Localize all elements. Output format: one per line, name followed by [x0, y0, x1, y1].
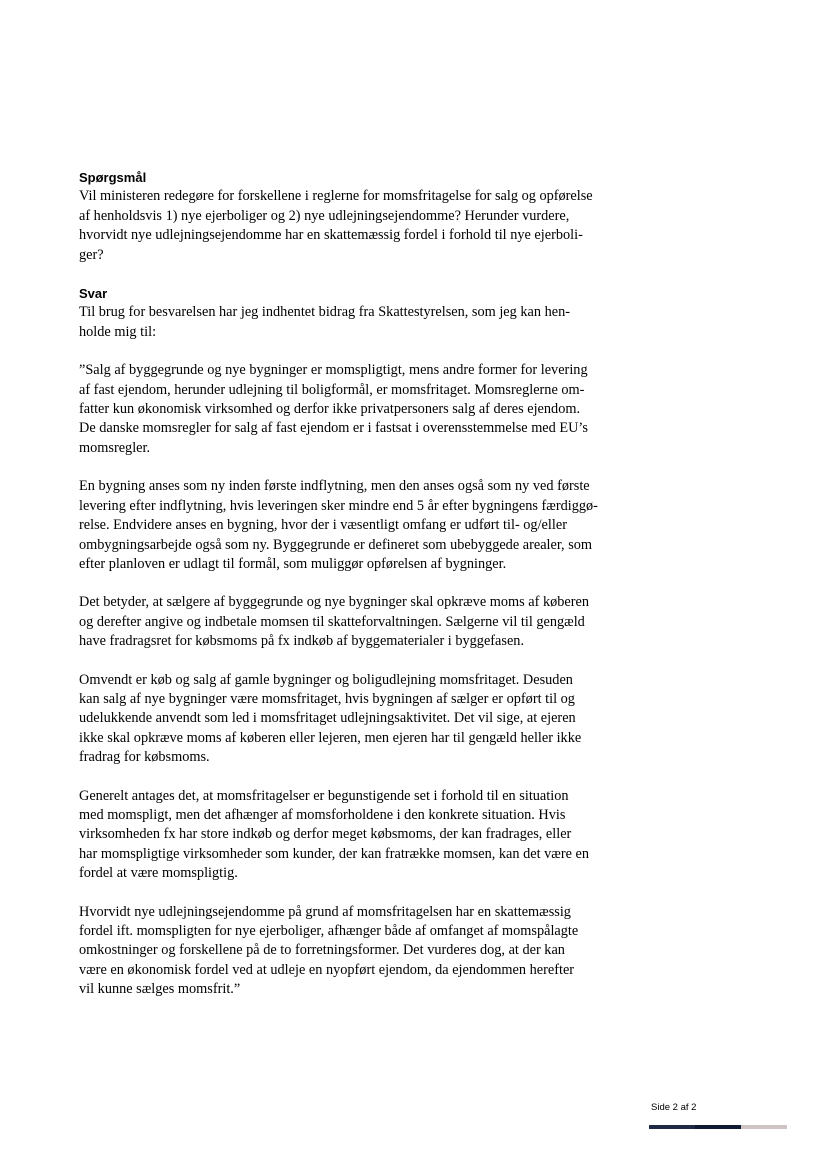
text-line: levering efter indflytning, hvis leveringen sker mindre end 5 år efter bygningens færdiggø- [79, 497, 598, 514]
text-line: momsregler. [79, 439, 151, 456]
spacer [79, 458, 624, 477]
answer-heading: Svar [79, 286, 108, 302]
question-heading: Spørgsmål [79, 170, 147, 185]
text-line: fordel at være momspligtig. [79, 865, 238, 882]
text-line: ikke skal opkræve moms af køberen eller lejeren, men ejeren har til gengæld heller ikke [79, 729, 582, 746]
text-line: har momspligtige virksomheder som kunder, der kan fratrække momsen, kan det være en [79, 845, 590, 862]
spacer [79, 265, 624, 284]
text-line: efter planloven er udlagt til formål, som muliggør opførelsen af bygninger. [79, 555, 507, 572]
text-line: af henholdsvis 1) nye ejerboliger og 2) nye udlejningsejendomme? Herunder vurdere, [79, 207, 570, 224]
answer-paragraph-3 [79, 593, 624, 651]
spacer [79, 342, 624, 361]
text-line: og derefter angive og indbetale momsen til skatteforvaltningen. Sælgerne vil til gengæld [79, 613, 585, 630]
answer-paragraph-4 [79, 671, 624, 768]
answer-paragraph-5 [79, 787, 624, 884]
text-line: relse. Endvidere anses en bygning, hvor der i væsentligt omfang er udført til- og/eller [79, 517, 567, 534]
text-line: omkostninger og forskellene på de to forretningsformer. Det vurderes dog, at der kan [79, 942, 565, 959]
text-line: holde mig til: [79, 323, 157, 340]
text-line: kan salg af nye bygninger være momsfritaget, hvis bygningen af sælger er opført til og [79, 690, 575, 707]
text-line: Det betyder, at sælgere af byggegrunde og nye bygninger skal opkræve moms af køberen [79, 594, 589, 611]
footer-bar-segment [741, 1125, 787, 1129]
text-line: ombygningsarbejde også som ny. Byggegrunde er defineret som ubebyggede arealer, som [79, 536, 593, 553]
text-line: Omvendt er køb og salg af gamle bygninger og boligudlejning momsfritaget. Desuden [79, 671, 573, 688]
text-line: have fradragsret for købsmoms på fx indkøb af byggematerialer i byggefasen. [79, 633, 525, 650]
text-line: være en økonomisk fordel ved at udleje en nyopført ejendom, da ejendommen herefter [79, 961, 575, 978]
text-line: fatter kun økonomisk virksomhed og derfor ikke privatpersoners salg af deres ejendom. [79, 401, 581, 418]
page-number-label: Side 2 af 2 [651, 1102, 697, 1113]
text-line: med momspligt, men det afhænger af momsforholdene i den konkrete situation. Hvis [79, 806, 566, 823]
text-line: ger? [79, 246, 104, 263]
answer-paragraph-6 [79, 903, 624, 1000]
text-line: virksomheden fx har store indkøb og derfor meget købsmoms, der kan fradrages, eller [79, 826, 572, 843]
text-line: ”Salg af byggegrunde og nye bygninger er momspligtigt, mens andre former for levering [79, 362, 588, 379]
text-line: udelukkende anvendt som led i momsfritaget udlejningsaktivitet. Det vil sige, at ejeren [79, 710, 576, 727]
spacer [79, 574, 624, 593]
text-line: Vil ministeren redegøre for forskellene i reglerne for momsfritagelse for salg og opførelse [79, 188, 593, 205]
spacer [79, 884, 624, 903]
text-line: fordel ift. momspligten for nye ejerboliger, afhænger både af omfanget af momspålagte [79, 923, 579, 939]
answer-intro [79, 303, 624, 342]
text-line: hvorvidt nye udlejningsejendomme har en skattemæssig fordel i forhold til nye ejerboli- [79, 227, 583, 244]
text-line: Generelt antages det, at momsfritagelser er begunstigende set i forhold til en situation [79, 787, 569, 804]
answer-paragraph-2 [79, 477, 624, 574]
spacer [79, 652, 624, 671]
answer-section [79, 284, 624, 1000]
footer-bar-segment [649, 1125, 695, 1129]
text-line: vil kunne sælges momsfrit.” [79, 981, 241, 998]
text-line: Til brug for besvarelsen har jeg indhentet bidrag fra Skattestyrelsen, som jeg kan hen- [79, 304, 570, 321]
text-line: En bygning anses som ny inden første indflytning, men den anses også som ny ved første [79, 478, 590, 495]
text-line: fradrag for købsmoms. [79, 749, 210, 766]
document-body [79, 168, 624, 1000]
question-section [79, 168, 624, 265]
text-line: Hvorvidt nye udlejningsejendomme på grund af momsfritagelsen har en skattemæssig [79, 903, 571, 920]
footer-bar-segment [695, 1125, 741, 1129]
answer-paragraph-1 [79, 361, 624, 458]
spacer [79, 768, 624, 787]
text-line: af fast ejendom, herunder udlejning til boligformål, er momsfritaget. Momsreglerne om- [79, 381, 585, 398]
text-line: De danske momsregler for salg af fast ejendom er i fastsat i overensstemmelse med EU’s [79, 420, 588, 437]
question-text [79, 187, 624, 265]
